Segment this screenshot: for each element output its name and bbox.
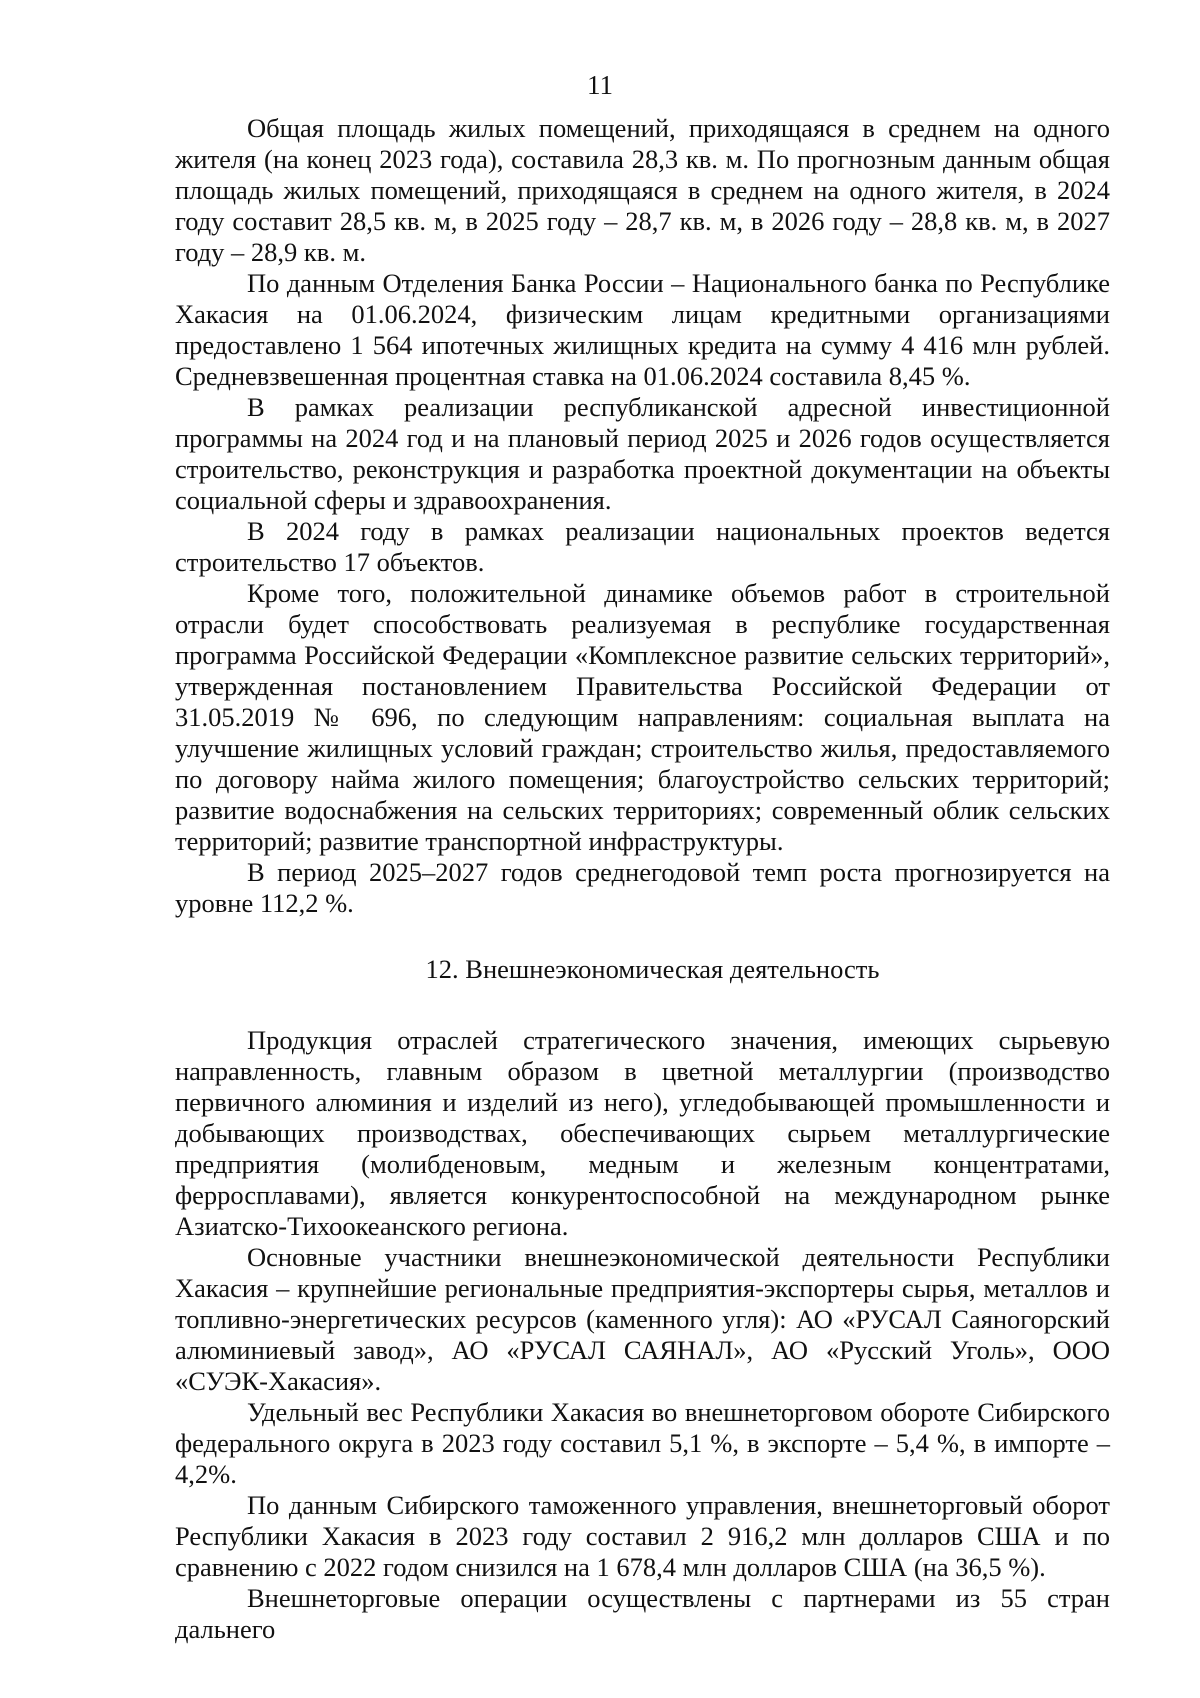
paragraph-growth-forecast: В период 2025–2027 годов среднегодовой темп роста прогнозируется на уровне 112,2 %. xyxy=(175,857,1110,918)
paragraph-national-projects: В 2024 году в рамках реализации национальных проектов ведется строительство 17 объектов. xyxy=(175,516,1110,577)
paragraph-main-participants: Основные участники внешнеэкономической деятельности Республики Хакасия – крупнейшие региональные предприятия-экспортеры сырья, металлов и топливно-энергетических ресурсов (каменного угля): АО «РУСАЛ Саяногорский алюминиевый завод», АО «РУСАЛ САЯНАЛ», АО «Русский Уголь», ООО «СУЭК-Хакасия». xyxy=(175,1242,1110,1396)
paragraph-mortgage-loans: По данным Отделения Банка России – Национального банка по Республике Хакасия на 01.06.2024, физическим лицам кредитными организациями предоставлено 1 564 ипотечных жилищных кредита на сумму 4 416 млн рублей. Средневзвешенная процентная ставка на 01.06.2024 составила 8,45 %. xyxy=(175,268,1110,391)
section-heading: 12. Внешнеэкономическая деятельность xyxy=(425,954,880,984)
document-body xyxy=(175,113,1110,1645)
paragraph-strategic-industries: Продукция отраслей стратегического значения, имеющих сырьевую направленность, главным образом в цветной металлургии (производство первичного алюминия и изделий из него), угледобывающей промышленности и добывающих производствах, обеспечивающих сырьем металлургические предприятия (молибденовым, медным и железным концентратами, ферросплавами), является конкурентоспособной на международном рынке Азиатско-Тихоокеанского региона. xyxy=(175,1025,1110,1241)
paragraph-rural-development: Кроме того, положительной динамике объемов работ в строительной отрасли будет способствовать реализуемая в республике государственная программа Российской Федерации «Комплексное развитие сельских территорий», утвержденная постановлением Правительства Российской Федерации от 31.05.2019 № 696, по следующим направлениям: социальная выплата на улучшение жилищных условий граждан; строительство жилья, предоставляемого по договору найма жилого помещения; благоустройство сельских территорий; развитие водоснабжения на сельских территориях; современный облик сельских территорий; развитие транспортной инфраструктуры. xyxy=(175,578,1110,856)
paragraph-investment-program: В рамках реализации республиканской адресной инвестиционной программы на 2024 год и на плановый период 2025 и 2026 годов осуществляется строительство, реконструкция и разработка проектной документации на объекты социальной сферы и здравоохранения. xyxy=(175,392,1110,515)
paragraph-trade-turnover: По данным Сибирского таможенного управления, внешнеторговый оборот Республики Хакасия в 2023 году составил 2 916,2 млн долларов США и по сравнению с 2022 годом снизился на 1 678,4 млн долларов США (на 36,5 %). xyxy=(175,1490,1110,1582)
paragraph-living-space: Общая площадь жилых помещений, приходящаяся в среднем на одного жителя (на конец 2023 года), составила 28,3 кв. м. По прогнозным данным общая площадь жилых помещений, приходящаяся в среднем на одного жителя, в 2024 году составит 28,5 кв. м, в 2025 году – 28,7 кв. м, в 2026 году – 28,8 кв. м, в 2027 году – 28,9 кв. м. xyxy=(175,113,1110,267)
paragraph-trade-share: Удельный вес Республики Хакасия во внешнеторговом обороте Сибирского федерального округа в 2023 году составил 5,1 %, в экспорте – 5,4 %, в импорте – 4,2%. xyxy=(175,1397,1110,1489)
page-number: 11 xyxy=(587,70,613,100)
paragraph-trade-partners: Внешнеторговые операции осуществлены с партнерами из 55 стран дальнего xyxy=(175,1583,1110,1644)
section-gap xyxy=(175,985,1110,1025)
